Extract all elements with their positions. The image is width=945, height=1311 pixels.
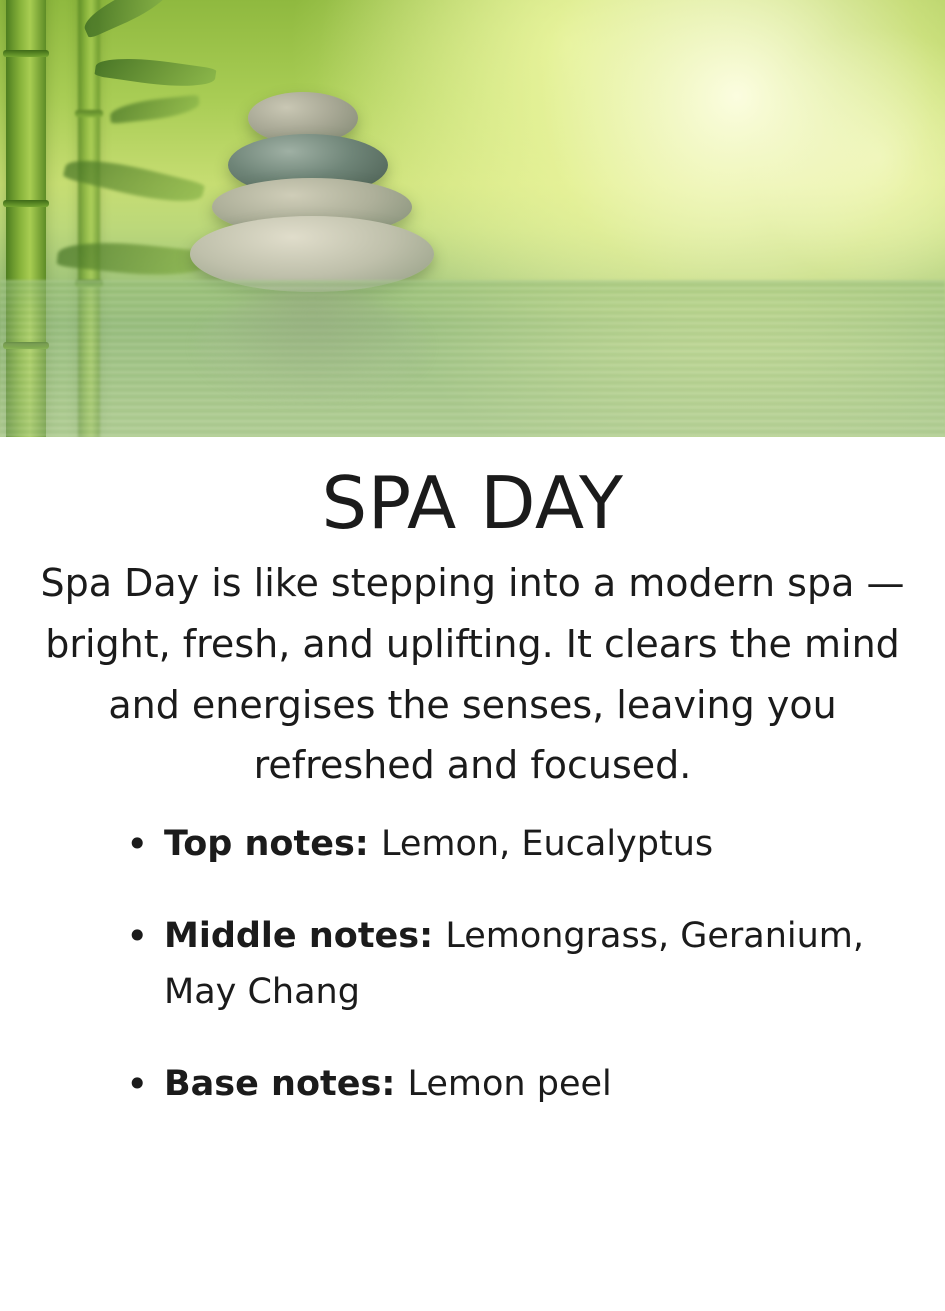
list-item (120, 908, 921, 1020)
note-value: Lemongrass, Geranium, May Chang (164, 916, 864, 1013)
stone-reflection (196, 292, 428, 402)
list-item (120, 1056, 921, 1112)
description-text: Spa Day is like stepping into a modern spa — bright, fresh, and uplifting. It clears the mind and energises the senses, leaving you refreshed and focused. (40, 561, 905, 788)
note-value: Lemon, Eucalyptus (380, 824, 714, 865)
note-label: Top notes: (164, 824, 381, 865)
page-title: SPA DAY (321, 461, 624, 545)
note-label: Base notes: (164, 1064, 408, 1105)
note-value: Lemon peel (407, 1064, 612, 1105)
note-label: Middle notes: (164, 916, 446, 957)
water-surface (0, 280, 945, 437)
card-content (0, 437, 945, 1148)
fragrance-notes-list (24, 816, 921, 1112)
hero-image (0, 0, 945, 437)
list-item (120, 816, 921, 872)
